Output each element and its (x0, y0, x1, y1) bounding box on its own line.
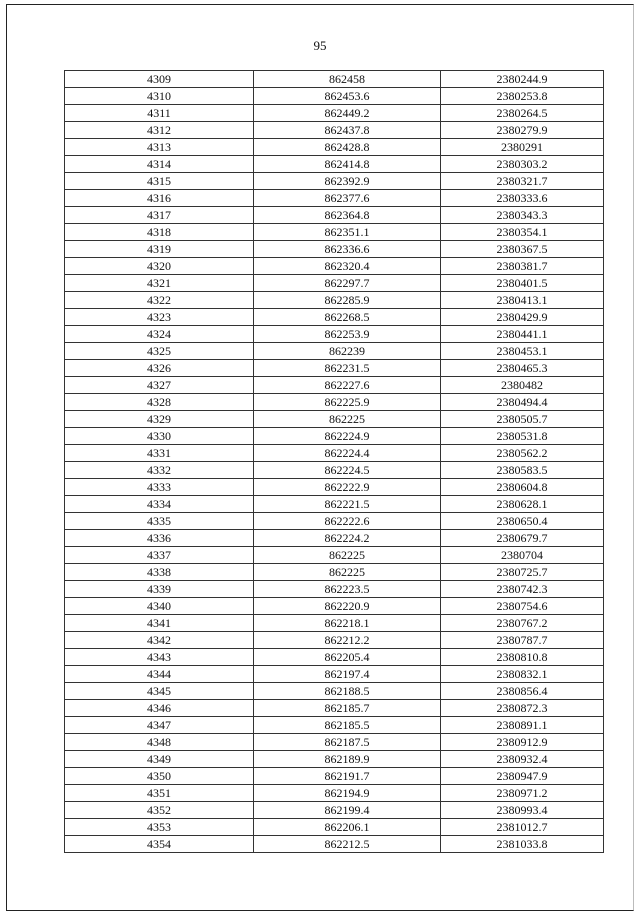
x-coordinate-cell: 862336.6 (254, 241, 441, 258)
point-number-cell: 4353 (65, 819, 254, 836)
y-coordinate-cell: 2380650.4 (441, 513, 604, 530)
x-coordinate-cell: 862197.4 (254, 666, 441, 683)
table-row (65, 190, 604, 207)
table-row (65, 207, 604, 224)
table-row (65, 547, 604, 564)
x-coordinate-cell: 862187.5 (254, 734, 441, 751)
y-coordinate-cell: 2380494.4 (441, 394, 604, 411)
y-coordinate-cell: 2380810.8 (441, 649, 604, 666)
x-coordinate-cell: 862268.5 (254, 309, 441, 326)
point-number-cell: 4344 (65, 666, 254, 683)
x-coordinate-cell: 862231.5 (254, 360, 441, 377)
x-coordinate-cell: 862188.5 (254, 683, 441, 700)
y-coordinate-cell: 2380367.5 (441, 241, 604, 258)
x-coordinate-cell: 862220.9 (254, 598, 441, 615)
x-coordinate-cell: 862185.5 (254, 717, 441, 734)
table-row (65, 173, 604, 190)
point-number-cell: 4310 (65, 88, 254, 105)
table-row (65, 122, 604, 139)
table-row (65, 71, 604, 88)
point-number-cell: 4351 (65, 785, 254, 802)
x-coordinate-cell: 862239 (254, 343, 441, 360)
y-coordinate-cell: 2380264.5 (441, 105, 604, 122)
point-number-cell: 4326 (65, 360, 254, 377)
table-row (65, 224, 604, 241)
y-coordinate-cell: 2380704 (441, 547, 604, 564)
x-coordinate-cell: 862194.9 (254, 785, 441, 802)
x-coordinate-cell: 862428.8 (254, 139, 441, 156)
point-number-cell: 4309 (65, 71, 254, 88)
table-row (65, 785, 604, 802)
table-row (65, 343, 604, 360)
table-row (65, 258, 604, 275)
point-number-cell: 4354 (65, 836, 254, 853)
y-coordinate-cell: 2380401.5 (441, 275, 604, 292)
table-row (65, 819, 604, 836)
table-row (65, 88, 604, 105)
y-coordinate-cell: 2380891.1 (441, 717, 604, 734)
x-coordinate-cell: 862224.5 (254, 462, 441, 479)
point-number-cell: 4311 (65, 105, 254, 122)
point-number-cell: 4324 (65, 326, 254, 343)
x-coordinate-cell: 862227.6 (254, 377, 441, 394)
x-coordinate-cell: 862377.6 (254, 190, 441, 207)
table-row (65, 275, 604, 292)
table-row (65, 292, 604, 309)
table-row (65, 751, 604, 768)
coordinates-table (64, 70, 604, 853)
point-number-cell: 4341 (65, 615, 254, 632)
x-coordinate-cell: 862191.7 (254, 768, 441, 785)
y-coordinate-cell: 2380832.1 (441, 666, 604, 683)
point-number-cell: 4315 (65, 173, 254, 190)
point-number-cell: 4343 (65, 649, 254, 666)
point-number-cell: 4319 (65, 241, 254, 258)
table-row (65, 462, 604, 479)
x-coordinate-cell: 862205.4 (254, 649, 441, 666)
x-coordinate-cell: 862364.8 (254, 207, 441, 224)
point-number-cell: 4321 (65, 275, 254, 292)
y-coordinate-cell: 2380725.7 (441, 564, 604, 581)
y-coordinate-cell: 2380343.3 (441, 207, 604, 224)
table-row (65, 666, 604, 683)
y-coordinate-cell: 2380482 (441, 377, 604, 394)
y-coordinate-cell: 2380303.2 (441, 156, 604, 173)
x-coordinate-cell: 862392.9 (254, 173, 441, 190)
table-row (65, 734, 604, 751)
table-row (65, 156, 604, 173)
x-coordinate-cell: 862297.7 (254, 275, 441, 292)
point-number-cell: 4313 (65, 139, 254, 156)
y-coordinate-cell: 2380253.8 (441, 88, 604, 105)
table-row (65, 377, 604, 394)
table-row (65, 598, 604, 615)
x-coordinate-cell: 862199.4 (254, 802, 441, 819)
point-number-cell: 4316 (65, 190, 254, 207)
table-row (65, 700, 604, 717)
point-number-cell: 4322 (65, 292, 254, 309)
y-coordinate-cell: 2381033.8 (441, 836, 604, 853)
table-row (65, 309, 604, 326)
y-coordinate-cell: 2380429.9 (441, 309, 604, 326)
x-coordinate-cell: 862351.1 (254, 224, 441, 241)
coordinates-table-body (65, 71, 604, 853)
table-row (65, 717, 604, 734)
point-number-cell: 4312 (65, 122, 254, 139)
point-number-cell: 4323 (65, 309, 254, 326)
table-row (65, 632, 604, 649)
table-row (65, 802, 604, 819)
y-coordinate-cell: 2380354.1 (441, 224, 604, 241)
y-coordinate-cell: 2380333.6 (441, 190, 604, 207)
x-coordinate-cell: 862225 (254, 411, 441, 428)
point-number-cell: 4342 (65, 632, 254, 649)
x-coordinate-cell: 862185.7 (254, 700, 441, 717)
x-coordinate-cell: 862458 (254, 71, 441, 88)
y-coordinate-cell: 2380947.9 (441, 768, 604, 785)
y-coordinate-cell: 2380562.2 (441, 445, 604, 462)
x-coordinate-cell: 862224.2 (254, 530, 441, 547)
point-number-cell: 4337 (65, 547, 254, 564)
table-row (65, 649, 604, 666)
y-coordinate-cell: 2380441.1 (441, 326, 604, 343)
x-coordinate-cell: 862414.8 (254, 156, 441, 173)
table-row (65, 411, 604, 428)
point-number-cell: 4338 (65, 564, 254, 581)
x-coordinate-cell: 862285.9 (254, 292, 441, 309)
point-number-cell: 4331 (65, 445, 254, 462)
x-coordinate-cell: 862225 (254, 564, 441, 581)
point-number-cell: 4327 (65, 377, 254, 394)
y-coordinate-cell: 2380505.7 (441, 411, 604, 428)
table-row (65, 360, 604, 377)
page-number: 95 (313, 38, 327, 53)
x-coordinate-cell: 862218.1 (254, 615, 441, 632)
y-coordinate-cell: 2380381.7 (441, 258, 604, 275)
point-number-cell: 4348 (65, 734, 254, 751)
x-coordinate-cell: 862212.2 (254, 632, 441, 649)
point-number-cell: 4328 (65, 394, 254, 411)
y-coordinate-cell: 2380453.1 (441, 343, 604, 360)
x-coordinate-cell: 862221.5 (254, 496, 441, 513)
table-row (65, 479, 604, 496)
x-coordinate-cell: 862449.2 (254, 105, 441, 122)
x-coordinate-cell: 862224.4 (254, 445, 441, 462)
point-number-cell: 4325 (65, 343, 254, 360)
x-coordinate-cell: 862225 (254, 547, 441, 564)
point-number-cell: 4320 (65, 258, 254, 275)
x-coordinate-cell: 862453.6 (254, 88, 441, 105)
table-row (65, 326, 604, 343)
table-row (65, 836, 604, 853)
y-coordinate-cell: 2380291 (441, 139, 604, 156)
y-coordinate-cell: 2380742.3 (441, 581, 604, 598)
point-number-cell: 4314 (65, 156, 254, 173)
table-row (65, 394, 604, 411)
y-coordinate-cell: 2380413.1 (441, 292, 604, 309)
point-number-cell: 4333 (65, 479, 254, 496)
x-coordinate-cell: 862437.8 (254, 122, 441, 139)
y-coordinate-cell: 2380583.5 (441, 462, 604, 479)
table-row (65, 615, 604, 632)
point-number-cell: 4347 (65, 717, 254, 734)
table-row (65, 513, 604, 530)
y-coordinate-cell: 2380993.4 (441, 802, 604, 819)
table-row (65, 496, 604, 513)
point-number-cell: 4352 (65, 802, 254, 819)
x-coordinate-cell: 862320.4 (254, 258, 441, 275)
y-coordinate-cell: 2380767.2 (441, 615, 604, 632)
y-coordinate-cell: 2380531.8 (441, 428, 604, 445)
y-coordinate-cell: 2380856.4 (441, 683, 604, 700)
point-number-cell: 4329 (65, 411, 254, 428)
table-row (65, 768, 604, 785)
point-number-cell: 4346 (65, 700, 254, 717)
y-coordinate-cell: 2381012.7 (441, 819, 604, 836)
point-number-cell: 4340 (65, 598, 254, 615)
table-row (65, 139, 604, 156)
point-number-cell: 4318 (65, 224, 254, 241)
y-coordinate-cell: 2380628.1 (441, 496, 604, 513)
point-number-cell: 4332 (65, 462, 254, 479)
point-number-cell: 4334 (65, 496, 254, 513)
y-coordinate-cell: 2380932.4 (441, 751, 604, 768)
x-coordinate-cell: 862222.6 (254, 513, 441, 530)
y-coordinate-cell: 2380872.3 (441, 700, 604, 717)
table-row (65, 530, 604, 547)
x-coordinate-cell: 862212.5 (254, 836, 441, 853)
point-number-cell: 4345 (65, 683, 254, 700)
y-coordinate-cell: 2380754.6 (441, 598, 604, 615)
x-coordinate-cell: 862225.9 (254, 394, 441, 411)
y-coordinate-cell: 2380604.8 (441, 479, 604, 496)
point-number-cell: 4339 (65, 581, 254, 598)
x-coordinate-cell: 862224.9 (254, 428, 441, 445)
x-coordinate-cell: 862222.9 (254, 479, 441, 496)
point-number-cell: 4349 (65, 751, 254, 768)
table-row (65, 428, 604, 445)
y-coordinate-cell: 2380465.3 (441, 360, 604, 377)
table-row (65, 564, 604, 581)
x-coordinate-cell: 862206.1 (254, 819, 441, 836)
table-row (65, 445, 604, 462)
point-number-cell: 4335 (65, 513, 254, 530)
point-number-cell: 4317 (65, 207, 254, 224)
point-number-cell: 4336 (65, 530, 254, 547)
x-coordinate-cell: 862253.9 (254, 326, 441, 343)
point-number-cell: 4350 (65, 768, 254, 785)
y-coordinate-cell: 2380279.9 (441, 122, 604, 139)
y-coordinate-cell: 2380787.7 (441, 632, 604, 649)
table-row (65, 581, 604, 598)
y-coordinate-cell: 2380321.7 (441, 173, 604, 190)
y-coordinate-cell: 2380679.7 (441, 530, 604, 547)
table-row (65, 241, 604, 258)
point-number-cell: 4330 (65, 428, 254, 445)
table-row (65, 105, 604, 122)
x-coordinate-cell: 862223.5 (254, 581, 441, 598)
table-row (65, 683, 604, 700)
y-coordinate-cell: 2380244.9 (441, 71, 604, 88)
y-coordinate-cell: 2380971.2 (441, 785, 604, 802)
y-coordinate-cell: 2380912.9 (441, 734, 604, 751)
x-coordinate-cell: 862189.9 (254, 751, 441, 768)
